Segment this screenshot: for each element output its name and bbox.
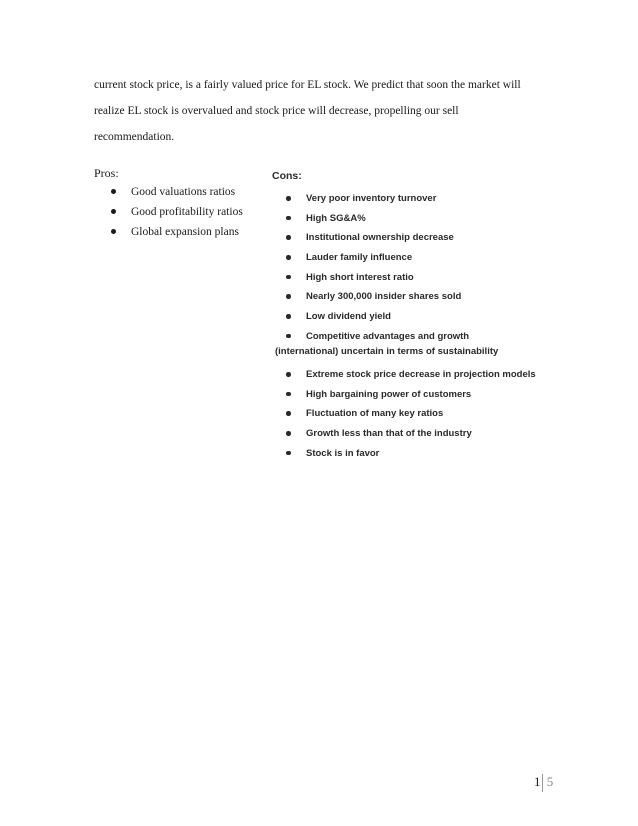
cons-heading: Cons: bbox=[272, 170, 302, 182]
page-number bbox=[534, 774, 553, 790]
list-item-text: Stock is in favor bbox=[306, 447, 380, 459]
bullet-icon bbox=[286, 216, 291, 221]
bullet-icon bbox=[286, 275, 291, 280]
list-item bbox=[286, 209, 560, 229]
bullet-icon bbox=[286, 392, 291, 397]
list-item-text: Fluctuation of many key ratios bbox=[306, 408, 444, 420]
list-item bbox=[111, 182, 271, 202]
bullet-icon bbox=[286, 235, 291, 240]
list-item-text: Nearly 300,000 insider shares sold bbox=[306, 291, 462, 303]
list-item-text: High short interest ratio bbox=[306, 271, 414, 283]
list-item bbox=[111, 202, 271, 222]
list-item-text: Global expansion plans bbox=[131, 226, 239, 238]
list-item-text: Low dividend yield bbox=[306, 311, 391, 323]
bullet-icon bbox=[286, 314, 291, 319]
list-item bbox=[286, 268, 560, 288]
list-item bbox=[286, 189, 560, 209]
paragraph-line: realize EL stock is overvalued and stock price will decrease, propelling our sell bbox=[94, 105, 459, 117]
cons-list-continued bbox=[286, 365, 560, 463]
list-item bbox=[286, 404, 560, 424]
page-number-divider bbox=[542, 774, 543, 792]
list-item bbox=[111, 222, 271, 242]
bullet-icon bbox=[286, 431, 291, 436]
list-item-text: Growth less than that of the industry bbox=[306, 428, 472, 440]
list-item bbox=[286, 444, 560, 464]
list-item-text: High bargaining power of customers bbox=[306, 388, 472, 400]
list-item bbox=[286, 424, 560, 444]
bullet-icon bbox=[286, 411, 291, 416]
bullet-icon bbox=[111, 189, 116, 194]
list-item-text: Competitive advantages and growth bbox=[306, 330, 470, 342]
bullet-icon bbox=[286, 255, 291, 260]
list-item bbox=[286, 307, 560, 327]
list-item bbox=[286, 327, 560, 347]
pros-list bbox=[111, 182, 271, 242]
bullet-icon bbox=[111, 229, 116, 234]
list-item-text: Good valuations ratios bbox=[131, 186, 236, 198]
cons-panel bbox=[270, 165, 560, 465]
bullet-icon bbox=[286, 334, 291, 339]
list-item bbox=[286, 228, 560, 248]
list-item-text: Extreme stock price decrease in projection models bbox=[306, 369, 536, 380]
pros-heading: Pros: bbox=[94, 166, 119, 180]
paragraph-line: current stock price, is a fairly valued price for EL stock. We predict that soon the market will bbox=[94, 79, 521, 91]
cons-item-continuation: (international) uncertain in terms of sustainability bbox=[275, 346, 499, 357]
list-item-text: Good profitability ratios bbox=[131, 206, 243, 218]
list-item bbox=[286, 365, 560, 385]
bullet-icon bbox=[286, 372, 291, 377]
cons-list bbox=[286, 189, 560, 347]
list-item bbox=[286, 385, 560, 405]
bullet-icon bbox=[111, 209, 116, 214]
list-item bbox=[286, 248, 560, 268]
list-item-text: Very poor inventory turnover bbox=[306, 193, 437, 204]
list-item-text: Institutional ownership decrease bbox=[306, 232, 454, 244]
bullet-icon bbox=[286, 451, 291, 456]
list-item-text: Lauder family influence bbox=[306, 252, 413, 264]
bullet-icon bbox=[286, 196, 291, 201]
list-item-text: High SG&A% bbox=[306, 212, 366, 224]
body-paragraph bbox=[94, 72, 564, 150]
page-number-digit: 1 bbox=[534, 774, 541, 789]
bullet-icon bbox=[286, 294, 291, 299]
paragraph-line: recommendation. bbox=[94, 131, 175, 143]
list-item bbox=[286, 287, 560, 307]
page-number-digit: 5 bbox=[546, 774, 554, 789]
